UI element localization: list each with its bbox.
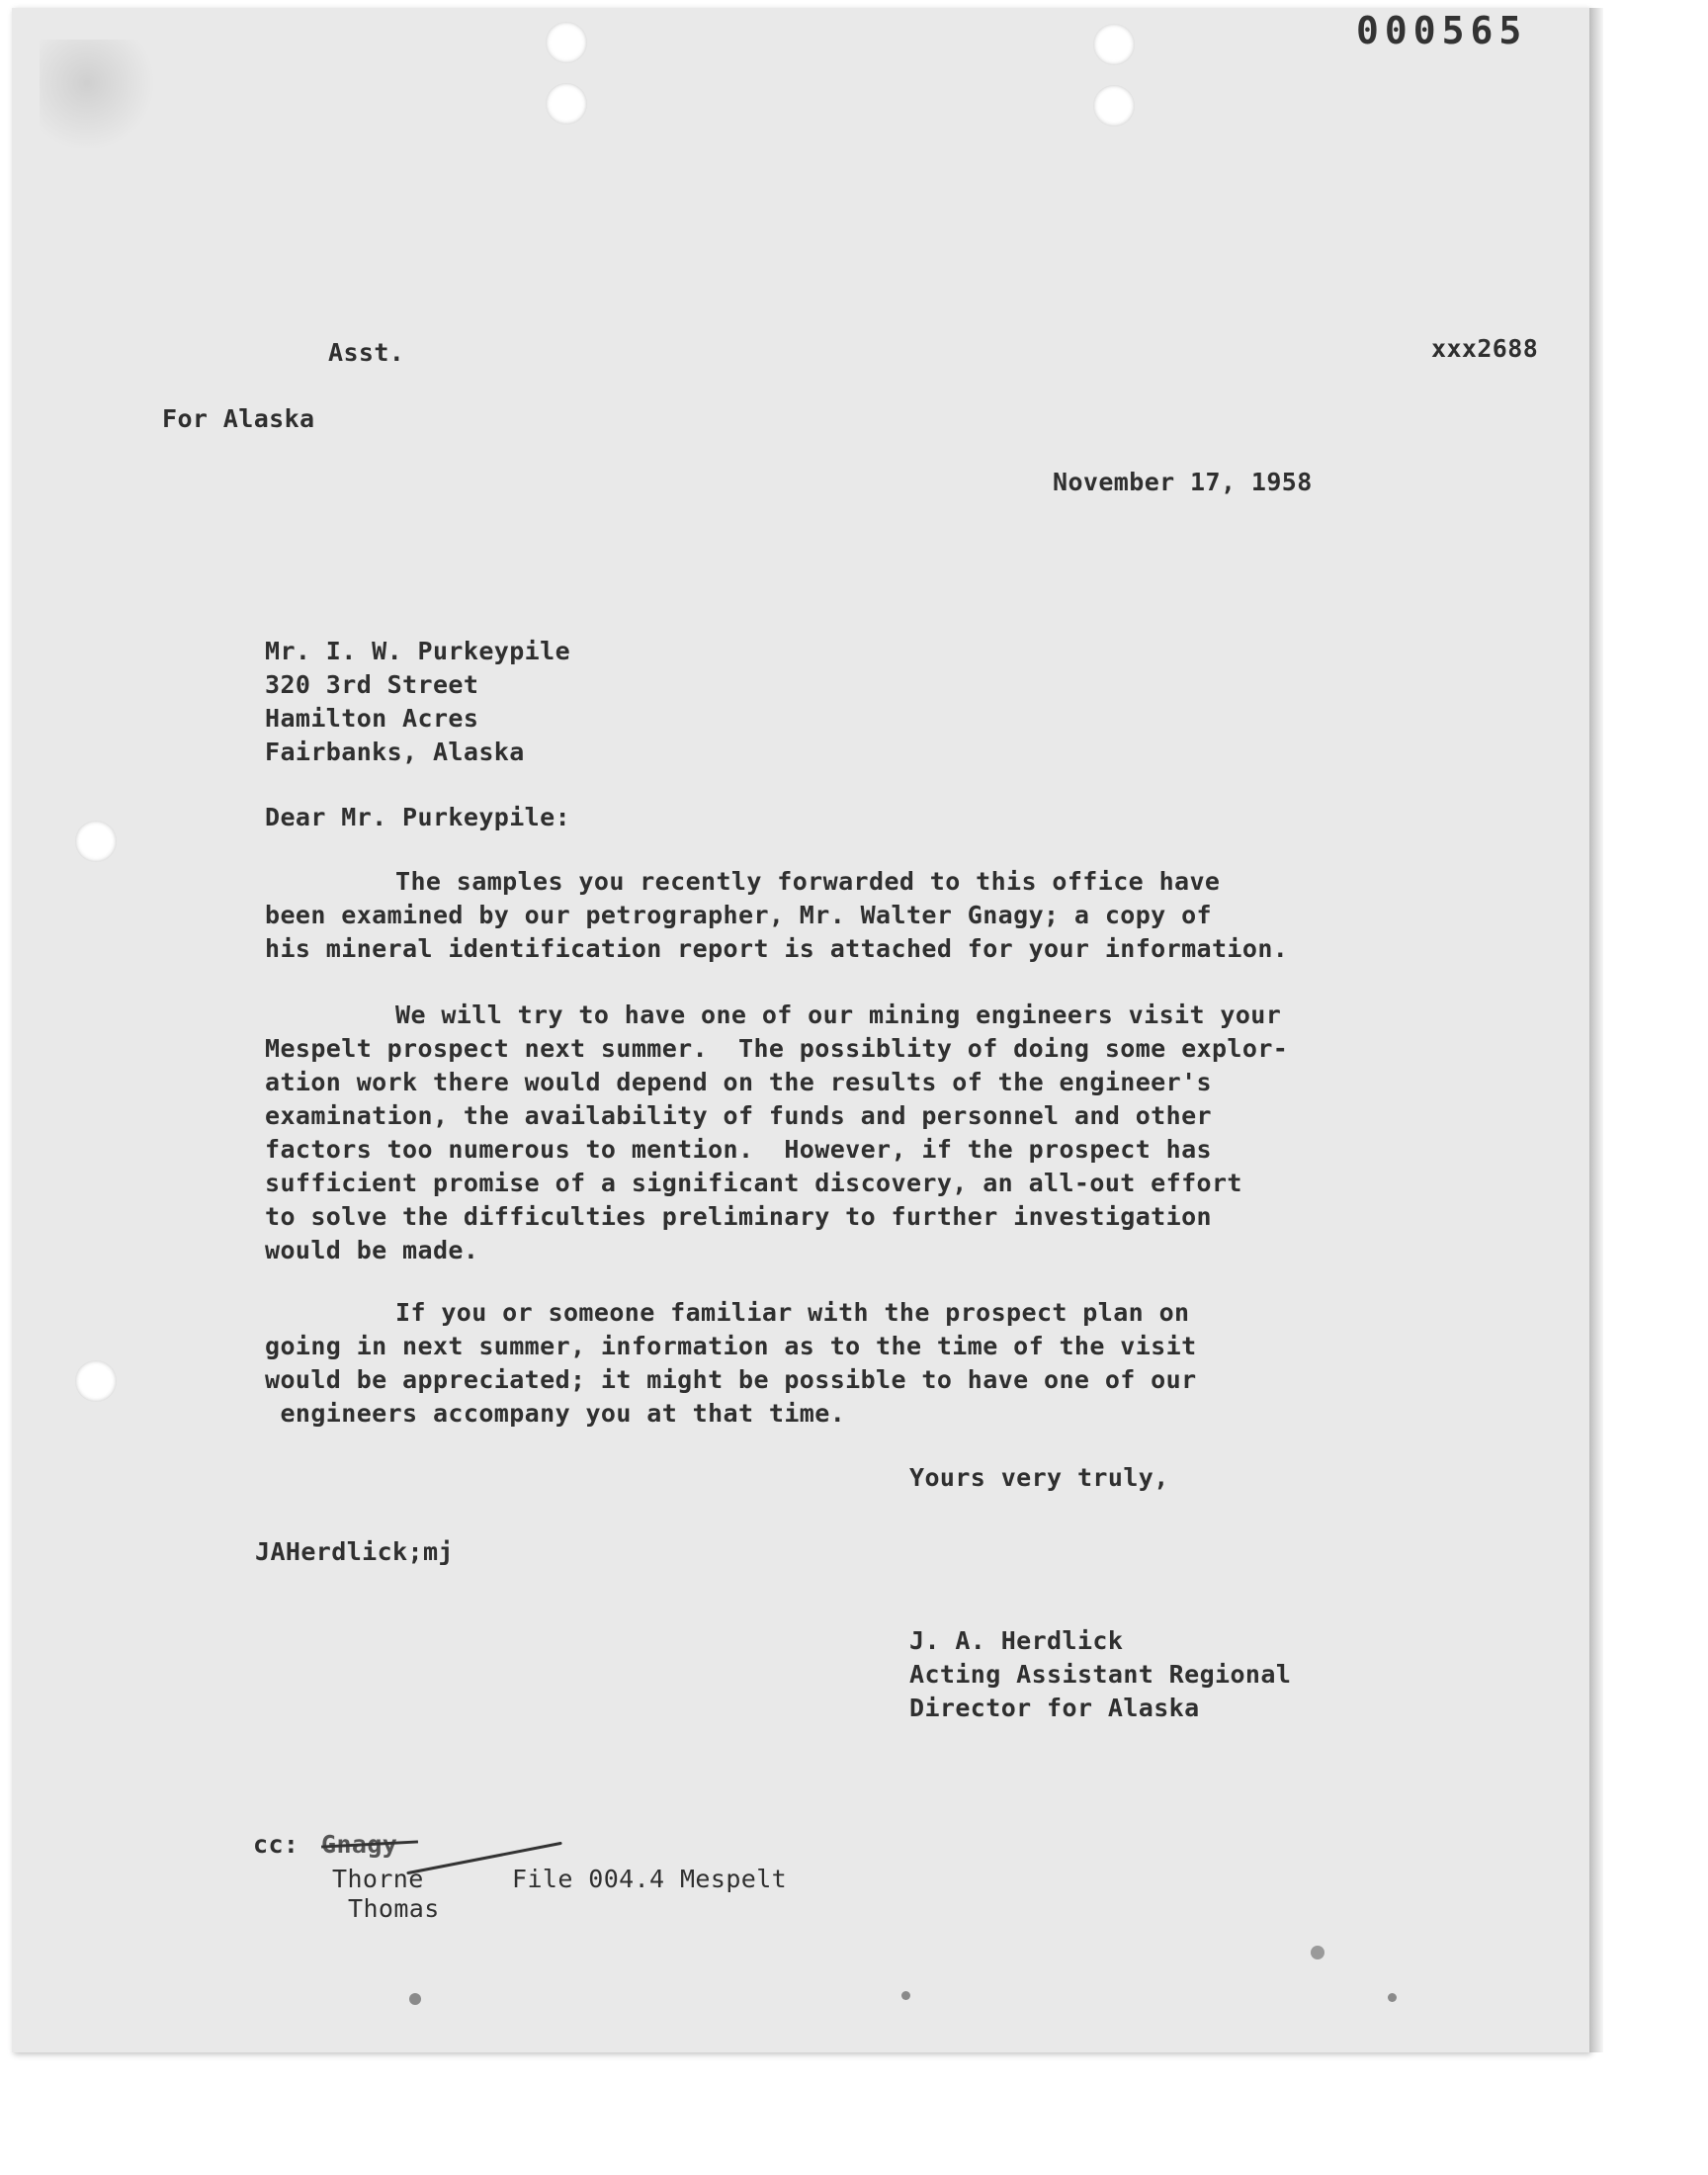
paragraph1-line: The samples you recently forwarded to this office have bbox=[395, 867, 1221, 896]
header-office-line1: Asst. bbox=[328, 338, 405, 367]
cc-recipient-thomas: Thomas bbox=[348, 1894, 440, 1923]
recipient-name: Mr. I. W. Purkeypile bbox=[265, 637, 571, 665]
paragraph1-line: been examined by our petrographer, Mr. Walter Gnagy; a copy of bbox=[265, 901, 1212, 929]
paragraph2-line: We will try to have one of our mining engineers visit your bbox=[395, 1000, 1282, 1029]
recipient-city: Fairbanks, Alaska bbox=[265, 738, 525, 766]
paragraph1-line: his mineral identification report is attached for your information. bbox=[265, 934, 1289, 963]
signer-title: Acting Assistant Regional bbox=[909, 1660, 1292, 1689]
cc-label: cc: bbox=[253, 1830, 299, 1859]
paragraph2-line: Mespelt prospect next summer. The possiblity of doing some explor- bbox=[265, 1034, 1289, 1063]
paragraph3-line: would be appreciated; it might be possible to have one of our bbox=[265, 1365, 1197, 1394]
ink-speck bbox=[1311, 1946, 1324, 1959]
paragraph2-line: sufficient promise of a significant discovery, an all-out effort bbox=[265, 1169, 1242, 1197]
paragraph2-line: would be made. bbox=[265, 1236, 479, 1264]
closing: Yours very truly, bbox=[909, 1463, 1169, 1492]
smudge-mark bbox=[40, 40, 158, 148]
document-stamp-number: 000565 bbox=[1356, 9, 1528, 52]
paragraph2-line: to solve the difficulties preliminary to further investigation bbox=[265, 1202, 1212, 1231]
cc-file-reference: File 004.4 Mespelt bbox=[512, 1865, 788, 1893]
recipient-street: 320 3rd Street bbox=[265, 670, 479, 699]
punch-hole bbox=[1093, 85, 1135, 127]
punch-hole bbox=[75, 1360, 117, 1402]
punch-hole bbox=[1093, 24, 1135, 65]
ink-speck bbox=[901, 1991, 910, 2000]
paragraph3-line: If you or someone familiar with the prospect plan on bbox=[395, 1298, 1190, 1327]
paragraph2-line: ation work there would depend on the results of the engineer's bbox=[265, 1068, 1212, 1096]
ink-speck bbox=[409, 1993, 421, 2005]
letter-date: November 17, 1958 bbox=[1053, 468, 1313, 496]
salutation: Dear Mr. Purkeypile: bbox=[265, 803, 571, 831]
recipient-area: Hamilton Acres bbox=[265, 704, 479, 733]
paragraph3-line: going in next summer, information as to the time of the visit bbox=[265, 1332, 1197, 1360]
page-edge-shadow bbox=[1589, 8, 1603, 2052]
cc-recipient-thorne: Thorne bbox=[332, 1865, 424, 1893]
paragraph2-line: examination, the availability of funds and personnel and other bbox=[265, 1101, 1212, 1130]
punch-hole bbox=[546, 83, 587, 125]
paragraph3-line: engineers accompany you at that time. bbox=[265, 1399, 846, 1428]
signer-title: Director for Alaska bbox=[909, 1694, 1200, 1722]
punch-hole bbox=[75, 821, 117, 862]
signer-name: J. A. Herdlick bbox=[909, 1626, 1124, 1655]
punch-hole bbox=[546, 22, 587, 63]
header-office-line2: For Alaska bbox=[162, 404, 315, 433]
ink-speck bbox=[1388, 1993, 1397, 2002]
header-reference-number: xxx2688 bbox=[1431, 334, 1539, 363]
typist-initials: JAHerdlick;mj bbox=[255, 1537, 454, 1566]
paragraph2-line: factors too numerous to mention. However, if the prospect has bbox=[265, 1135, 1212, 1164]
